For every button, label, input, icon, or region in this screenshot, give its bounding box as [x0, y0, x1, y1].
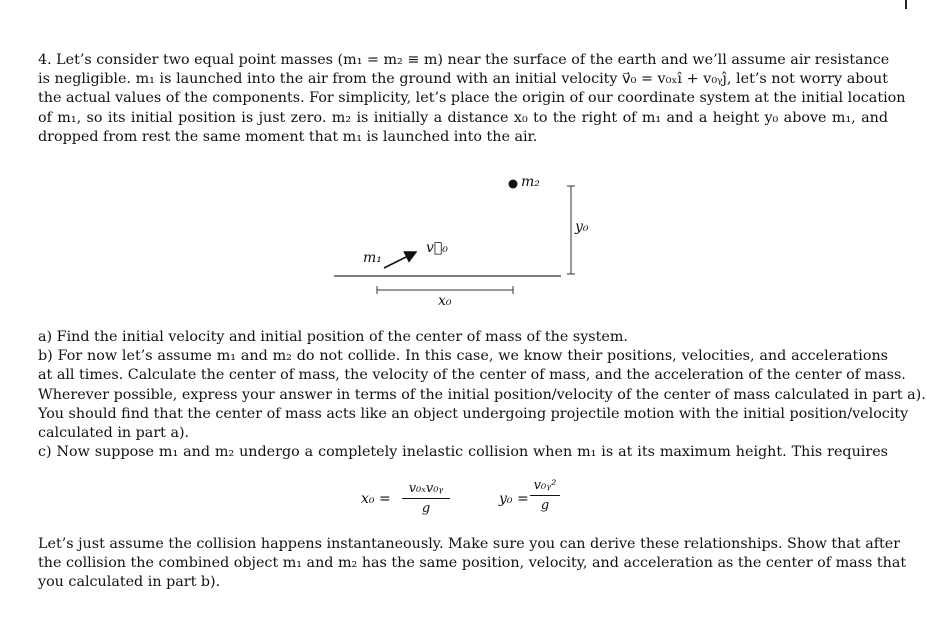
- intro-line: dropped from rest the same moment that m₁ is launched into the air.: [38, 128, 538, 145]
- closing-line: you calculated in part b).: [38, 574, 221, 591]
- x0-fraction-bar: [402, 498, 450, 499]
- m2-dot: [509, 180, 518, 189]
- part-b-line: You should find that the center of mass acts like an object undergoing projectile motion with the initial position/velocity: [38, 405, 909, 422]
- part-c-line: c) Now suppose m₁ and m₂ undergo a completely inelastic collision when m₁ is at its maximum height. This requires: [38, 444, 888, 461]
- closing-line: Let’s just assume the collision happens instantaneously. Make sure you can derive these relationships. Show that after: [38, 536, 901, 552]
- velocity-arrow: [384, 252, 416, 268]
- intro-line: the actual values of the components. For simplicity, let’s place the origin of our coordinate system at the initial location: [38, 90, 906, 107]
- y0-denominator: g: [540, 498, 550, 513]
- x0-numerator: v₀ₓv₀ᵧ: [408, 481, 444, 496]
- x0-denominator: g: [421, 501, 431, 516]
- intro-line: of m₁, so its initial position is just zero. m₂ is initially a distance x₀ to the right of m₁ and a height y₀ above m₁, and: [38, 109, 888, 126]
- y0-equation-lhs: y₀ =: [499, 491, 529, 507]
- part-a-line: a) Find the initial velocity and initial position of the center of mass of the system.: [38, 329, 628, 345]
- part-b-line: at all times. Calculate the center of mass, the velocity of the center of mass, and the acceleration of the center of mass.: [38, 367, 906, 384]
- y0-label: y₀: [575, 219, 589, 235]
- x0-label: x₀: [438, 293, 452, 309]
- closing-line: the collision the combined object m₁ and m₂ has the same position, velocity, and acceleration as the center of mass that: [38, 555, 907, 572]
- intro-line: is negligible. m₁ is launched into the air from the ground with an initial velocity v⃗₀ = v₀ₓî + v₀ᵧĵ, let’s not worry about: [38, 71, 888, 88]
- intro-line: 4. Let’s consider two equal point masses (m₁ = m₂ ≡ m) near the surface of the earth and we’ll assume air resistance: [38, 52, 890, 68]
- closing-paragraph: [38, 535, 907, 593]
- problem-parts: [38, 328, 926, 462]
- m1-label: m₁: [363, 250, 382, 266]
- part-b-line: Wherever possible, express your answer in terms of the initial position/velocity of the center of mass calculated in part a).: [38, 386, 926, 403]
- v0-label: v⃗₀: [426, 240, 448, 256]
- part-b-line: b) For now let’s assume m₁ and m₂ do not collide. In this case, we know their positions, velocities, and accelerations: [38, 348, 888, 365]
- m2-label: m₂: [521, 174, 540, 190]
- y0-numerator: v₀ᵧ²: [533, 478, 557, 493]
- part-b-line: calculated in part a).: [38, 425, 190, 442]
- y0-fraction: [530, 478, 560, 513]
- x0-fraction: [402, 481, 450, 516]
- x0-equation-lhs: x₀ =: [361, 491, 391, 507]
- y0-fraction-bar: [530, 495, 560, 496]
